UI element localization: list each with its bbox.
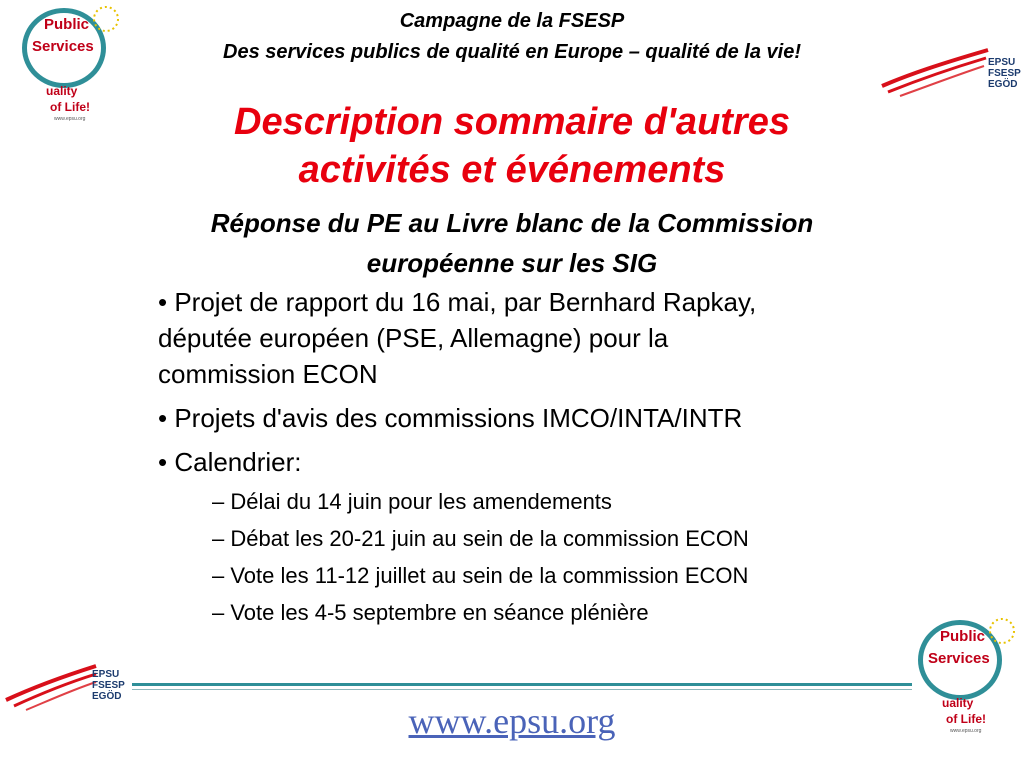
bullet-line: • Projets d'avis des commissions IMCO/INTA/INTR xyxy=(158,403,743,433)
slide-title-line2: activités et événements xyxy=(298,149,726,191)
logo-services-text: Services xyxy=(928,650,990,667)
bullet-line: députée européen (PSE, Allemagne) pour la xyxy=(158,323,669,353)
sub-bullet-item: – Débat les 20-21 juin au sein de la commission ECON xyxy=(212,526,749,551)
logo-services-text: Services xyxy=(32,38,94,55)
fsesp-label: FSESP xyxy=(988,68,1021,79)
bullet-line: • Calendrier: xyxy=(158,447,302,477)
epsu-label: EPSU xyxy=(988,57,1016,68)
bullet-line: • Projet de rapport du 16 mai, par Bernhard Rapkay, xyxy=(158,287,757,317)
footer-divider-thin xyxy=(132,689,912,690)
egod-label: EGÖD xyxy=(92,691,122,702)
slide-title xyxy=(120,98,904,194)
slide-subtitle xyxy=(100,203,924,283)
stars-icon xyxy=(982,616,1022,646)
logo-url-text: www.epsu.org xyxy=(54,116,86,122)
slide-subtitle-line1: Réponse du PE au Livre blanc de la Commission xyxy=(210,208,814,238)
website-link[interactable]: www.epsu.org xyxy=(408,701,616,741)
sub-bullet-item: – Délai du 14 juin pour les amendements xyxy=(212,489,612,514)
logo-quality-text: uality xyxy=(46,84,78,98)
footer-divider xyxy=(132,683,912,686)
epsu-label: EPSU xyxy=(92,669,120,680)
sub-bullet-item: – Vote les 4-5 septembre en séance plénière xyxy=(212,600,649,625)
sub-bullet-list xyxy=(158,488,978,627)
slide-title-line1: Description sommaire d'autres xyxy=(234,101,790,143)
bullet-item xyxy=(158,400,978,436)
logo-quality-text: uality xyxy=(942,696,974,710)
slide-subtitle-line2: européenne sur les SIG xyxy=(366,248,658,278)
logo-of-life-text: of Life! xyxy=(50,100,90,114)
bullet-list xyxy=(158,284,978,636)
logo-public-text: Public xyxy=(940,628,986,645)
campaign-subtitle: Des services publics de qualité en Europe – qualité de la vie! xyxy=(223,41,801,63)
campaign-title: Campagne de la FSESP xyxy=(399,10,625,32)
fsesp-label: FSESP xyxy=(92,680,125,691)
sub-bullet-item: – Vote les 11-12 juillet au sein de la commission ECON xyxy=(212,563,749,588)
logo-public-text: Public xyxy=(44,16,90,33)
logo-of-life-text: of Life! xyxy=(946,712,986,726)
logo-url-text: www.epsu.org xyxy=(950,728,982,734)
egod-label: EGÖD xyxy=(988,79,1018,90)
bullet-line: commission ECON xyxy=(158,359,378,389)
bullet-item xyxy=(158,284,978,392)
bullet-item xyxy=(158,444,978,480)
